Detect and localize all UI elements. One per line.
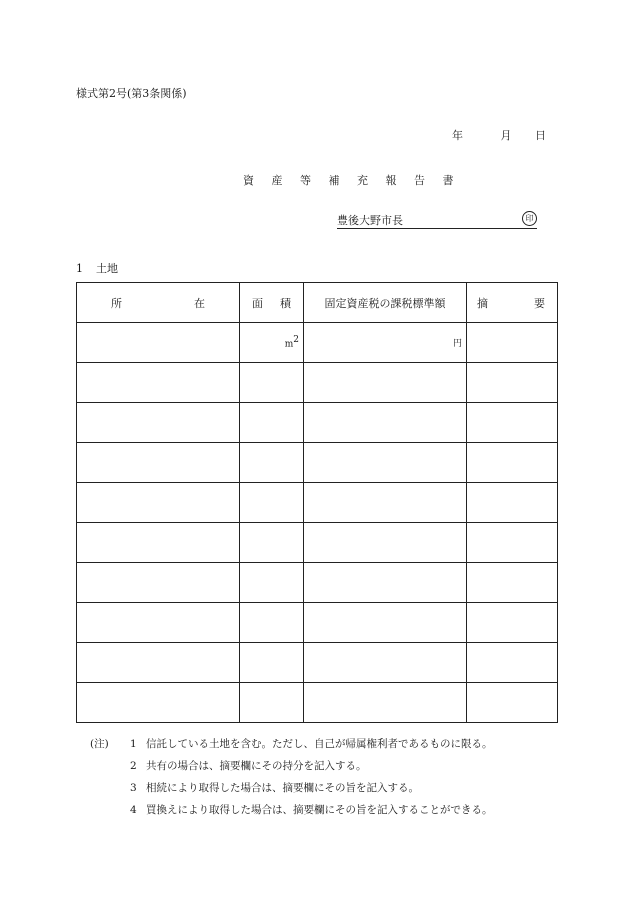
area-cell[interactable] (240, 403, 304, 443)
area-cell[interactable] (240, 523, 304, 563)
location-cell[interactable] (77, 643, 240, 683)
section-number: 1 (76, 262, 83, 275)
column-header-area (240, 283, 304, 323)
summary-char-2: 要 (534, 296, 545, 310)
area-char-1: 面 (252, 296, 263, 310)
standard-value-label: 固定資産税の課税標準額 (324, 296, 446, 310)
note-text: 相続により取得した場合は、摘要欄にその旨を記入する。 (146, 782, 419, 794)
standard-value-cell[interactable] (304, 563, 467, 603)
land-table (76, 282, 558, 723)
table-row (77, 683, 558, 723)
summary-cell[interactable] (467, 563, 558, 603)
table-row (77, 483, 558, 523)
seal-mark: 印 (522, 211, 537, 226)
summary-cell[interactable] (467, 603, 558, 643)
area-cell[interactable] (240, 683, 304, 723)
note-item (90, 736, 493, 751)
location-cell[interactable] (77, 363, 240, 403)
location-cell[interactable] (77, 563, 240, 603)
location-cell[interactable] (77, 683, 240, 723)
table-row (77, 443, 558, 483)
note-item (130, 802, 493, 817)
note-text: 共有の場合は、摘要欄にその持分を記入する。 (146, 760, 367, 772)
standard-value-cell[interactable] (304, 403, 467, 443)
location-char-2: 在 (194, 296, 205, 310)
month-label: 月 (500, 129, 512, 142)
note-item (130, 780, 419, 795)
standard-value-cell[interactable] (304, 443, 467, 483)
addressee-line (337, 212, 537, 229)
area-cell[interactable] (240, 363, 304, 403)
note-number: 4 (130, 804, 137, 816)
note-item (130, 758, 367, 773)
note-number: 1 (130, 738, 137, 750)
location-cell[interactable] (77, 443, 240, 483)
addressee-name: 豊後大野市長 (337, 214, 403, 227)
column-header-summary (467, 283, 558, 323)
table-row (77, 603, 558, 643)
standard-value-cell[interactable] (304, 483, 467, 523)
area-cell[interactable] (240, 323, 304, 363)
standard-value-cell[interactable] (304, 683, 467, 723)
column-header-location (77, 283, 240, 323)
standard-value-cell[interactable] (304, 523, 467, 563)
day-label: 日 (535, 129, 546, 142)
summary-cell[interactable] (467, 523, 558, 563)
note-number: 3 (130, 782, 137, 794)
document-title: 資 産 等 補 充 報 告 書 (243, 174, 461, 187)
summary-cell[interactable] (467, 363, 558, 403)
table-row (77, 563, 558, 603)
summary-cell[interactable] (467, 643, 558, 683)
area-cell[interactable] (240, 643, 304, 683)
currency-unit: 円 (452, 339, 462, 349)
summary-cell[interactable] (467, 483, 558, 523)
area-unit-superscript: 2 (293, 335, 299, 346)
section-heading (76, 260, 118, 276)
notes-label: (注) (90, 738, 109, 750)
area-cell[interactable] (240, 483, 304, 523)
date-row (452, 127, 546, 143)
column-header-standard-value (304, 283, 467, 323)
area-unit: m (284, 339, 294, 350)
area-cell[interactable] (240, 563, 304, 603)
area-char-2: 積 (280, 296, 291, 310)
year-label: 年 (452, 129, 463, 142)
standard-value-cell[interactable] (304, 643, 467, 683)
area-cell[interactable] (240, 603, 304, 643)
note-number: 2 (130, 760, 137, 772)
table-row (77, 363, 558, 403)
summary-cell[interactable] (467, 683, 558, 723)
table-row (77, 323, 558, 363)
form-number: 様式第2号(第3条関係) (76, 87, 187, 100)
location-cell[interactable] (77, 323, 240, 363)
table-row (77, 523, 558, 563)
location-cell[interactable] (77, 483, 240, 523)
note-text: 買換えにより取得した場合は、摘要欄にその旨を記入することができる。 (146, 804, 493, 816)
standard-value-cell[interactable] (304, 363, 467, 403)
location-cell[interactable] (77, 523, 240, 563)
standard-value-cell[interactable] (304, 323, 467, 363)
summary-char-1: 摘 (477, 296, 488, 310)
standard-value-cell[interactable] (304, 603, 467, 643)
section-title: 土地 (96, 262, 118, 275)
location-char-1: 所 (111, 296, 122, 310)
summary-cell[interactable] (467, 323, 558, 363)
summary-cell[interactable] (467, 443, 558, 483)
summary-cell[interactable] (467, 403, 558, 443)
location-cell[interactable] (77, 403, 240, 443)
location-cell[interactable] (77, 603, 240, 643)
area-cell[interactable] (240, 443, 304, 483)
table-header-row (77, 283, 558, 323)
note-text: 信託している土地を含む。ただし、自己が帰属権利者であるものに限る。 (146, 738, 493, 750)
table-row (77, 403, 558, 443)
table-row (77, 643, 558, 683)
